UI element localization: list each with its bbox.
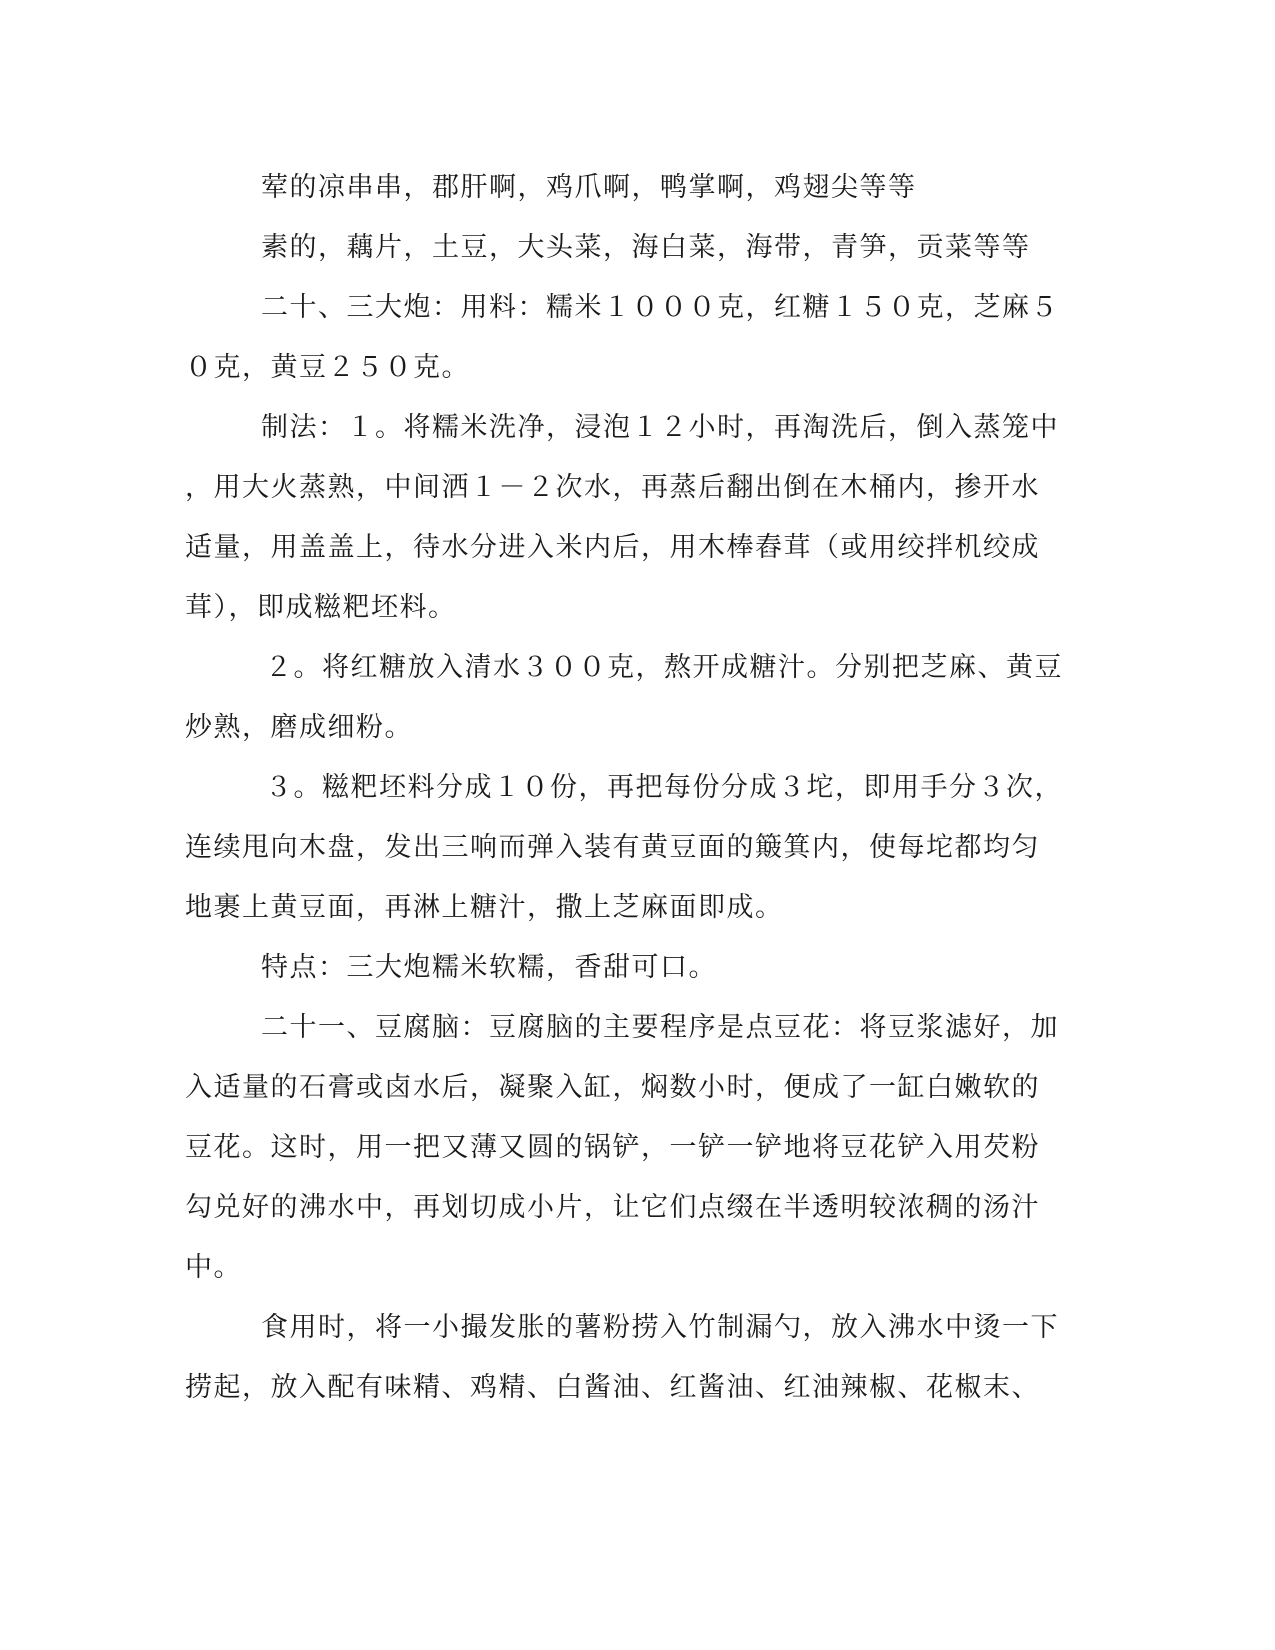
text-line: 食用时，将一小撮发胀的薯粉捞入竹制漏勺，放入沸水中烫一下 xyxy=(261,1312,1059,1343)
text-line: 二十、三大炮：用料：糯米１０００克，红糖１５０克，芝麻５ xyxy=(261,292,1059,323)
text-line: 勾兑好的沸水中，再划切成小片，让它们点缀在半透明较浓稠的汤汁 xyxy=(185,1192,1040,1223)
body-text xyxy=(185,158,1065,1418)
text-line: 荤的凉串串，郡肝啊，鸡爪啊，鸭掌啊，鸡翅尖等等 xyxy=(261,172,917,203)
text-line: ３。糍粑坯料分成１０份，再把每份分成３坨，即用手分３次， xyxy=(265,772,1063,803)
text-line: 适量，用盖盖上，待水分进入米内后，用木棒舂茸（或用绞拌机绞成 xyxy=(185,532,1040,563)
text-line: 连续甩向木盘，发出三响而弹入装有黄豆面的簸箕内，使每坨都均匀 xyxy=(185,832,1040,863)
text-line: 二十一、豆腐脑：豆腐脑的主要程序是点豆花：将豆浆滤好，加 xyxy=(261,1012,1059,1043)
text-line: 特点：三大炮糯米软糯，香甜可口。 xyxy=(261,952,717,983)
text-line: 入适量的石膏或卤水后，凝聚入缸，焖数小时，便成了一缸白嫩软的 xyxy=(185,1072,1040,1103)
text-line: 地裹上黄豆面，再淋上糖汁，撒上芝麻面即成。 xyxy=(185,892,784,923)
text-line: 炒熟，磨成细粉。 xyxy=(185,712,413,743)
text-line: 制法：１。将糯米洗净，浸泡１２小时，再淘洗后，倒入蒸笼中 xyxy=(261,412,1059,443)
text-line: 茸），即成糍粑坯料。 xyxy=(185,592,457,623)
text-line: 豆花。这时，用一把又薄又圆的锅铲，一铲一铲地将豆花铲入用芡粉 xyxy=(185,1132,1040,1163)
text-line: ，用大火蒸熟，中间洒１－２次水，再蒸后翻出倒在木桶内，掺开水 xyxy=(185,472,1040,503)
text-line: ０克，黄豆２５０克。 xyxy=(185,352,470,383)
text-line: 中。 xyxy=(185,1252,242,1283)
text-line: 捞起，放入配有味精、鸡精、白酱油、红酱油、红油辣椒、花椒末、 xyxy=(185,1372,1040,1403)
text-line: 素的，藕片，土豆，大头菜，海白菜，海带，青笋，贡菜等等 xyxy=(261,232,1031,263)
text-line: ２。将红糖放入清水３００克，熬开成糖汁。分别把芝麻、黄豆 xyxy=(265,652,1063,683)
